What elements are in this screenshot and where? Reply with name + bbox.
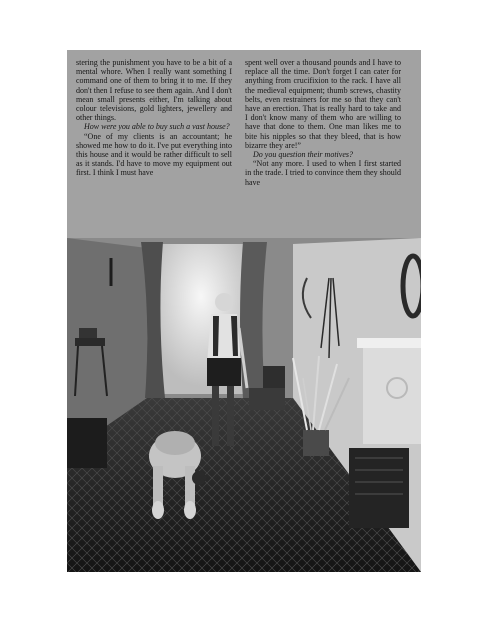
- text-column-right: [245, 58, 401, 187]
- interview-answer: “One of my clients is an accountant; he showed me how to do it. I've put everything into this house and it would be rather difficult to sell as it stands. I'd have to move my equipment out first. I think I must have: [76, 131, 232, 178]
- text-column-left: [76, 58, 232, 178]
- article-text-block: [67, 50, 421, 238]
- interview-question: Do you question their motives?: [253, 150, 353, 160]
- interview-question: How were you able to buy such a vast house?: [84, 122, 230, 132]
- article-photograph: [67, 238, 421, 572]
- dark-furniture: [67, 418, 107, 468]
- box-object: [79, 328, 97, 338]
- side-table: [75, 338, 105, 346]
- room-scene-image: [67, 238, 421, 572]
- heater: [349, 448, 409, 528]
- paragraph: stering the punishment you have to be a bit of a mental whore. When I really want something I command one of them to bring it to me. If they don't then I refuse to see them again. And I don't mean small presents either, I'm talking about colour televisions, gold lighters, jewellery and other things.: [76, 58, 232, 123]
- paragraph: spent well over a thousand pounds and I have to replace all the time. Don't forget I can cater for anything from crucifixion to the rack. I have all the medieval equipment; thumb screws, chastity belts, even restrainers for me so that they can't have an erection. That is really hard to take and I don't know many of them who are willing to have that done to them. One man likes me to bite his nipples so that they bleed, that is how bizarre they are!”: [245, 58, 401, 150]
- fireplace: [357, 338, 421, 444]
- interview-answer: “Not any more. I used to when I first started in the trade. I tried to convince them they should have: [245, 159, 401, 187]
- magazine-page: [67, 50, 421, 572]
